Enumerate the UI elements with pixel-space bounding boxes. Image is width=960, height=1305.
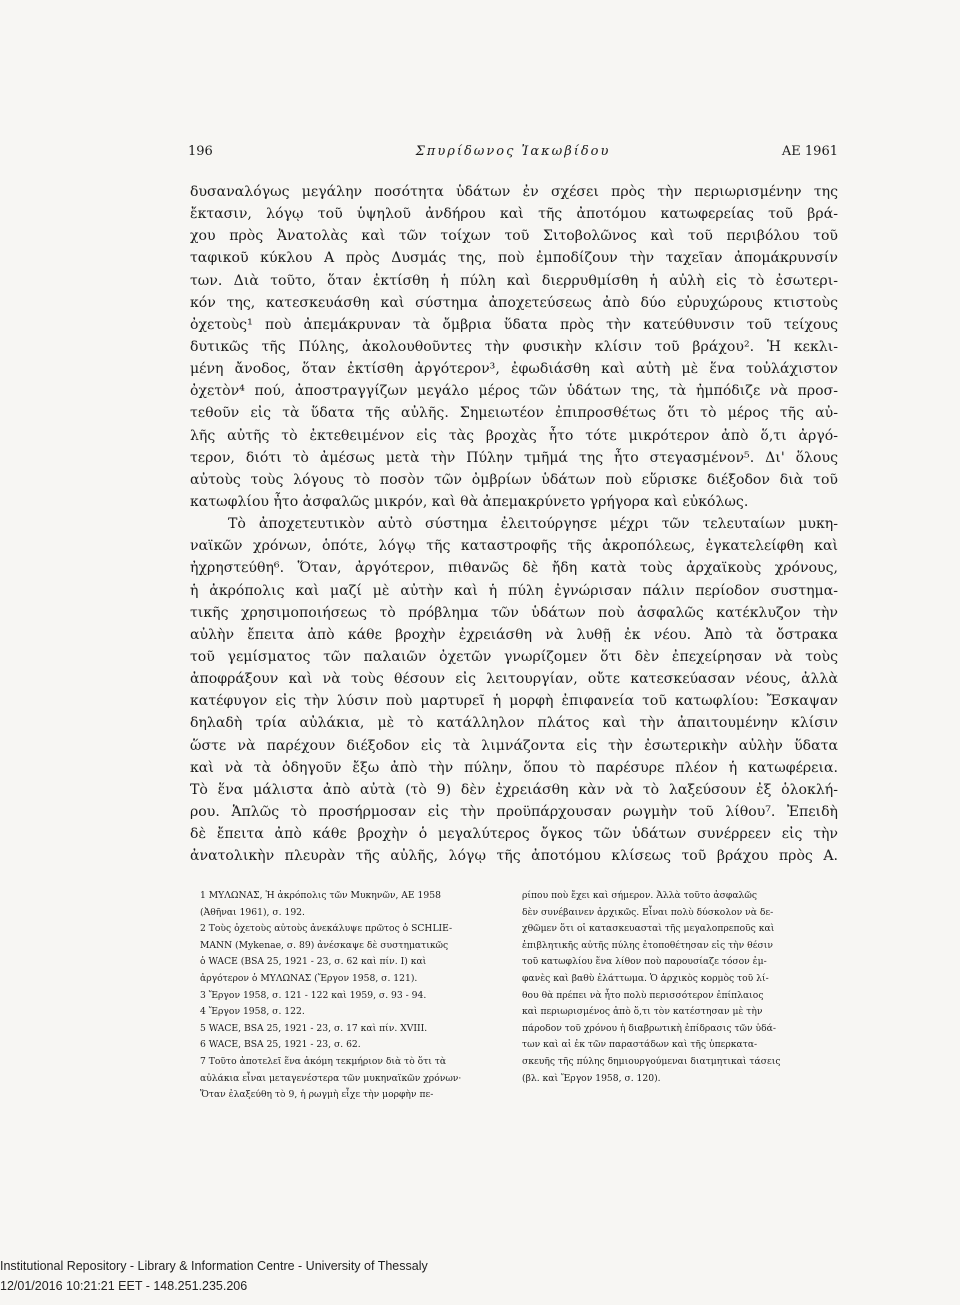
text-line: χου πρὸς Ἀνατολὰς καὶ τῶν τοίχων τοῦ Σιτοβολῶνος καὶ τοῦ περιβόλου τοῦ — [190, 228, 838, 245]
page-header — [188, 144, 838, 164]
repository-stamp — [0, 1256, 428, 1296]
footnotes-right-column — [522, 888, 832, 1087]
text-line: κόν της, κατεσκευάσθη καὶ σύστημα ἀποχετεύσεως ἀπὸ δύο εὐρυχώρους κτιστοὺς — [190, 294, 838, 311]
text-line: δὲ ἔπειτα ἀπὸ κάθε βροχὴν ὁ μεγαλύτερος ὄγκος τῶν ὑδάτων συνέρρεεν εἰς τὴν — [190, 826, 838, 843]
text-line: δυσαναλόγως μεγάλην ποσότητα ὑδάτων ἐν σχέσει πρὸς τὴν περιωρισμένην της — [190, 184, 838, 200]
page-number: 196 — [188, 144, 213, 159]
text-line: ὥστε νὰ παρέχουν διέξοδον εἰς τὰ λιμνάζοντα εἰς τὴν ἐσωτερικὴν αὐλὴν ὕδατα — [190, 737, 838, 754]
footnote-line: 2 Τοὺς ὀχετοὺς αὐτοὺς ἀνεκάλυψε πρῶτος ὁ SCHLIE- — [200, 923, 453, 935]
footnote-line: φανὲς καὶ βαθὺ ἐλάττωμα. Ὁ ἀρχικὸς κορμὸς τοῦ λί- — [522, 972, 769, 984]
text-line: ταφικοῦ κύκλου Α πρὸς Δυσμάς της, ποὺ ἐμποδίζουν τὴν ταχεῖαν ἀπομάκρυνσίν — [190, 250, 838, 267]
text-line: αὐτοὺς τοὺς λόγους τὸ ποσὸν τῶν ὀμβρίων ὑδάτων ποὺ εὕρισκε διέξοδον διὰ τοῦ — [190, 471, 838, 488]
running-head: Σπυρίδωνος Ἰακωβίδου — [415, 144, 611, 159]
text-line: μένη ἄνοδος, ὅταν ἐκτίσθη ἀργότερον³, ἐφωδιάσθη καὶ αὐτὴ μὲ ἕνα τοὐλάχιστον — [190, 361, 838, 378]
footnotes-left-column — [200, 888, 512, 1104]
footnote-line: Ὅταν ἐλαξεύθη τὸ 9, ἡ ρωγμὴ εἶχε τὴν μορφὴν πε- — [200, 1089, 434, 1101]
text-line: τεθοῦν εἰς τὰ ὕδατα τῆς αὐλῆς. Σημειωτέον ἐπιπροσθέτως ὅτι τὸ μέρος τῆς αὐ- — [190, 405, 838, 422]
footnote-line: των καὶ αἱ ἐκ τῶν παραστάδων καὶ τῆς ὑπερκατα- — [522, 1039, 758, 1051]
footnote-line: ὁ WACE (BSA 25, 1921 - 23, σ. 62 καὶ πίν. I) καὶ — [200, 956, 427, 968]
text-line: δυτικῶς τῆς Πύλης, ἀκολουθοῦντες τὴν φυσικὴν κλίσιν τοῦ βράχου². Ἡ κεκλι- — [190, 338, 838, 355]
footnote-line: σκευῆς τῆς πύλης δημιουργούμεναι διατμητικαὶ τάσεις — [522, 1055, 781, 1067]
footnote-line: 3 Ἔργον 1958, σ. 121 - 122 καὶ 1959, σ. 93 - 94. — [200, 989, 427, 1001]
text-line: Τὸ ἕνα μάλιστα ἀπὸ αὐτὰ (τὸ 9) δὲν ἐχρειάσθη κὰν νὰ τὸ λαξεύσουν ἐξ ὁλοκλή- — [190, 781, 838, 798]
footnote-line: χθῶμεν ὅτι οἱ κατασκευασταὶ τῆς μεγαλοπρεποῦς καὶ — [522, 923, 775, 935]
footnote-line: (βλ. καὶ Ἔργον 1958, σ. 120). — [522, 1072, 661, 1084]
text-line: ἔκτασιν, λόγῳ τοῦ ὑψηλοῦ ἀνδήρου καὶ τῆς ἀποτόμου κατωφερείας τοῦ βρά- — [190, 206, 838, 223]
footnote-line: θου θὰ πρέπει νὰ ἦτο πολὺ περισσότερον ἐπίπλαιος — [522, 989, 764, 1001]
footnote-line: 1 ΜΥΛΩΝΑΣ, Ἡ ἀκρόπολις τῶν Μυκηνῶν, ΑΕ 1958 — [200, 890, 441, 901]
download-timestamp: 12/01/2016 10:21:21 EET - 148.251.235.206 — [0, 1279, 248, 1293]
text-line: ρου. Ἁπλῶς τὸ προσήρμοσαν εἰς τὴν προϋπάρχουσαν ρωγμὴν τοῦ λίθου⁷. Ἐπειδὴ — [190, 803, 838, 820]
footnote-line: καὶ περιωρισμένος ἀπὸ ὅ,τι τὸν κατέστησαν μὲ τὴν — [522, 1006, 763, 1018]
text-line: ἠχρηστεύθη⁶. Ὅταν, ἀργότερον, πιθανῶς δὲ ἤδη κατὰ τοὺς ἀρχαϊκοὺς χρόνους, — [190, 560, 838, 577]
text-line: αὐλὴν ἔπειτα ἀπὸ κάθε βροχὴν ἐχρειάσθη νὰ λυθῇ ἐκ νέου. Ἀπὸ τὰ ὄστρακα — [190, 626, 838, 643]
journal-reference: ΑΕ 1961 — [781, 144, 838, 159]
text-line: των. Διὰ τοῦτο, ὅταν ἐκτίσθη ἡ πύλη καὶ διερρυθμίσθη ἡ αὐλὴ εἰς τὸ ἐσωτερι- — [190, 272, 838, 289]
footnote-line: 5 WACE, BSA 25, 1921 - 23, σ. 17 καὶ πίν. XVIII. — [200, 1022, 428, 1034]
text-line: τοῦ γεμίσματος τῶν παλαιῶν ὀχετῶν γνωρίζομεν ὅτι δὲν ἐπεχείρησαν νὰ τοὺς — [190, 648, 838, 665]
text-line: λῆς αὐτῆς τὸ ἐκτεθειμένον εἰς τὰς βροχὰς ἦτο τότε μικρότερον ἀπὸ ὅ,τι ἀργό- — [190, 427, 838, 444]
footnote-line: ἐπιβλητικῆς αὐτῆς πύλης ἐτοποθέτησαν εἰς τὴν θέσιν — [522, 939, 773, 951]
text-line: τερον, διότι τὸ ἀμέσως μετὰ τὴν Πύλην τμῆμά της ἦτο στεγασμένον⁵. Δι' ὅλους — [190, 449, 838, 466]
text-line: κατωφλίου ἦτο ἀσφαλῶς μικρόν, καὶ θὰ ἀπεμακρύνετο γρήγορα καὶ εὐκόλως. — [190, 493, 749, 510]
text-line: καὶ νὰ τὰ ὁδηγοῦν ἔξω ἀπὸ τὴν πύλην, ὅπου τὸ παρέσυρε πλέον ἡ κατωφέρεια. — [190, 759, 838, 776]
footnote-line: 4 Ἔργον 1958, σ. 122. — [200, 1006, 305, 1018]
footnote-line: αὐλάκια εἶναι μεταγενέστερα τῶν μυκηναϊκῶν χρόνων· — [200, 1072, 462, 1084]
footnote-line: ρίπου ποὺ ἔχει καὶ σήμερον. Ἀλλὰ τοῦτο ἀσφαλῶς — [522, 890, 757, 901]
footnote-line: (Ἀθῆναι 1961), σ. 192. — [200, 906, 305, 918]
footnote-line: πάροδον τοῦ χρόνου ἡ διαβρωτικὴ ἐπίδρασις τῶν ὑδά- — [522, 1022, 776, 1034]
text-line: ὀχετὸν⁴ πού, ἀποστραγγίζων μεγάλο μέρος τῶν ὑδάτων της, τὰ ἠμπόδιζε νὰ προσ- — [190, 383, 838, 400]
text-line: ἀνατολικὴν πλευρὰν τῆς αὐλῆς, λόγῳ τῆς ἀποτόμου κλίσεως τοῦ βράχου πρὸς Α. — [190, 848, 838, 865]
footnote-line: δὲν συνέβαινεν ἀρχικῶς. Εἶναι πολὺ δύσκολον νὰ δε- — [522, 906, 774, 918]
text-line: ὀχετοὺς¹ ποὺ ἀπεμάκρυναν τὰ ὄμβρια ὕδατα πρὸς τὴν κατεύθυνσιν τοῦ τείχους — [190, 316, 838, 333]
footnote-line: τοῦ κατωφλίου ἕνα λίθον ποὺ παρουσίαζε τόσον ἐμ- — [522, 956, 767, 968]
text-line: ἡ ἀκρόπολις καὶ μαζί μὲ αὐτὴν καὶ ἡ πύλη ἐγνώρισαν πάλιν περίοδον συστημα- — [190, 582, 838, 599]
footnote-line: 7 Τοῦτο ἀποτελεῖ ἕνα ἀκόμη τεκμήριον διὰ τὸ ὅτι τὰ — [200, 1055, 447, 1067]
footnote-line: 6 WACE, BSA 25, 1921 - 23, σ. 62. — [200, 1039, 361, 1051]
text-line: τικῆς χρησιμοποιήσεως τὸ πρόβλημα τῶν ὑδάτων ποὺ ἀσφαλῶς κατέκλυζον τὴν — [190, 604, 838, 621]
text-line: ἀποφράξουν καὶ νὰ τοὺς θέσουν εἰς λειτουργίαν, οὔτε κατεσκεύασαν νέους, ἀλλὰ — [190, 671, 838, 688]
main-text — [190, 181, 838, 867]
repository-name: Institutional Repository - Library & Information Centre - University of Thessaly — [0, 1259, 428, 1273]
text-line: Τὸ ἀποχετευτικὸν αὐτὸ σύστημα ἐλειτούργησε μέχρι τῶν τελευταίων μυκη- — [228, 516, 838, 533]
footnote-line: MANN (Mykenae, σ. 89) ἀνέσκαψε δὲ συστηματικῶς — [200, 939, 449, 951]
text-line: δηλαδὴ τρία αὐλάκια, μὲ τὸ κατάλληλον πλάτος καὶ τὴν ἀπαιτουμένην κλίσιν — [190, 715, 838, 732]
text-line: κατέφυγον εἰς τὴν λύσιν ποὺ μαρτυρεῖ ἡ μορφὴ ἐπιφανεία τοῦ κατωφλίου: Ἔσκαψαν — [190, 693, 838, 710]
text-line: ναϊκῶν χρόνων, ὁπότε, λόγῳ τῆς καταστροφῆς τῆς ἀκροπόλεως, ἐγκατελείφθη καὶ — [190, 538, 838, 555]
footnote-line: ἀργότερον ὁ ΜΥΛΩΝΑΣ (Ἔργον 1958, σ. 121). — [200, 972, 418, 984]
